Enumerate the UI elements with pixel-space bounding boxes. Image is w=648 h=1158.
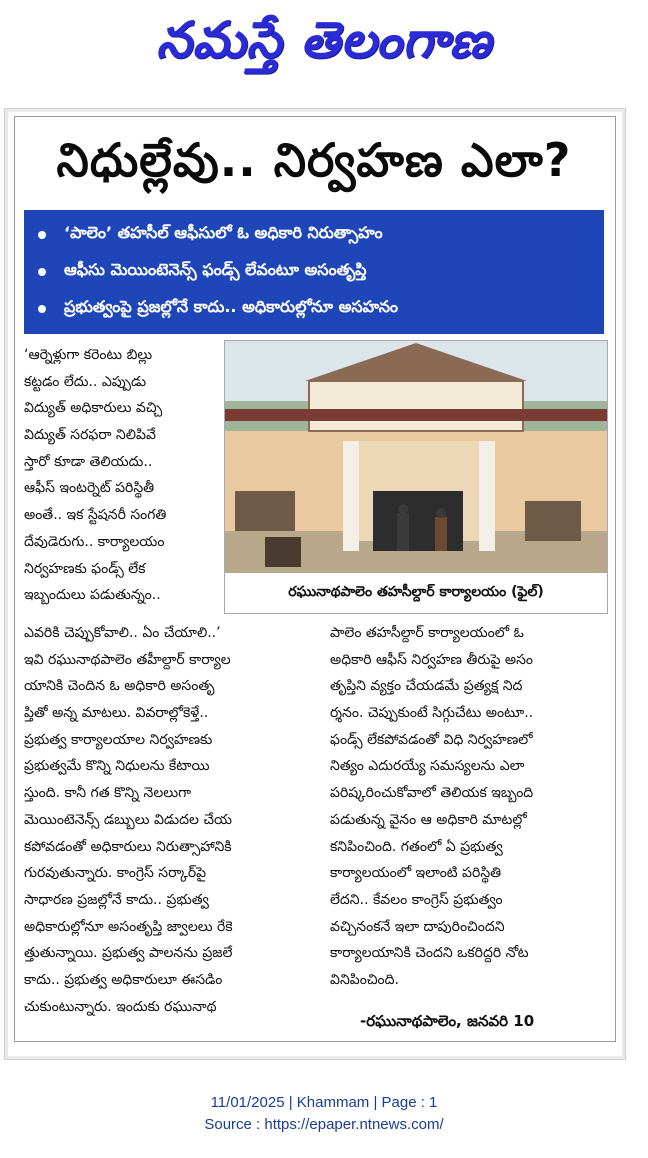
body-line: పడుతున్న వైనం ఆ అధికారి మాటల్లో <box>330 811 527 828</box>
body-line: కట్టడం లేదు.. ఎప్పుడు <box>24 373 147 390</box>
body-line: పాలెం తహసీల్దార్ కార్యాలయంలో ఓ <box>330 625 524 641</box>
body-line: నిర్వహణకు ఫండ్స్ లేక <box>24 560 146 577</box>
office-photo <box>224 340 608 614</box>
masthead-title: నమస్తే తెలంగాణ <box>156 10 492 69</box>
body-line: ఇవి రఘునాథపాలెం తహీల్దార్ కార్యాల <box>24 651 231 668</box>
body-line: కార్యాలయంలో ఇలాంటి పరిస్థితి <box>330 865 502 882</box>
highlight-text: ప్రభుత్వంపై ప్రజల్లోనే కాదు.. అధికారుల్లోనూ అసహనం <box>64 297 399 316</box>
masthead <box>0 0 648 92</box>
body-line: స్తారో కూడా తెలియదు.. <box>24 453 153 470</box>
highlight-item <box>34 290 594 327</box>
body-line: విద్యుత్ అధికారులు వచ్చి <box>24 400 163 417</box>
photo-caption: రఘునాథపాలెం తహసీల్దార్ కార్యాలయం (ఫైల్) <box>225 573 607 613</box>
body-line: ఇబ్బందులు పడుతున్నం.. <box>24 587 161 604</box>
body-line: ర్శనం. చెప్పుకుంటే సిగ్గుచేటు అంటూ.. <box>330 705 534 722</box>
highlight-text: ఆఫీసు మెయింటెనెన్స్ ఫండ్స్ లేవంటూ అసంతృప్తి <box>64 260 367 279</box>
office-building-image <box>225 341 607 573</box>
body-column-left-bottom <box>24 620 314 1020</box>
body-line: వినిపించింది. <box>330 971 399 988</box>
body-column-right <box>330 620 608 994</box>
body-line: కనిపించింది. గతంలో ఏ ప్రభుత్వ <box>330 838 503 855</box>
body-line: చుకుంటున్నారు. ఇందుకు రఘునాథ <box>24 998 217 1015</box>
body-line: నిత్యం ఎదురయ్యే సమస్యలను ఎలా <box>330 758 525 775</box>
highlight-item <box>34 216 594 253</box>
body-line: అధికారి ఆఫీస్ నిర్వహణ తీరుపై అసం <box>330 651 534 668</box>
highlight-item <box>34 253 594 290</box>
highlight-text: ‘పాలెం’ తహసీల్ ఆఫీసులో ఓ అధికారి నిరుత్సాహం <box>64 223 383 242</box>
page-footer <box>0 1092 648 1136</box>
bullet-icon <box>38 231 46 239</box>
highlights-box <box>24 210 604 334</box>
body-line: కార్యాలయానికి చెందని ఒకరిద్దరి నోట <box>330 945 529 962</box>
body-column-left-top <box>24 342 220 609</box>
body-line: ‘ఆర్నెళ్లుగా కరెంటు బిల్లు <box>24 347 153 363</box>
body-line: కపోవడంతో అధికారులు నిరుత్సాహానికి <box>24 838 232 855</box>
body-line: సాధారణ ప్రజల్లోనే కాదు.. ప్రభుత్వ <box>24 891 209 908</box>
body-line: లేదని.. కేవలం కాంగ్రెస్ ప్రభుత్వం <box>330 891 503 908</box>
edition-info: 11/01/2025 | Khammam | Page : 1 <box>210 1094 438 1111</box>
body-line: ఫండ్స్ లేకపోవడంతో విధి నిర్వహణలో <box>330 731 533 748</box>
body-line: ప్తితో అన్న మాటలు. వివరాల్లోకెళ్తే.. <box>24 705 209 722</box>
body-line: విద్యుత్ సరఫరా నిలిపివే <box>24 427 156 444</box>
body-line: మెయింటెనెన్స్ డబ్బులు విడుదల చేయ <box>24 811 233 828</box>
body-line: అంతే.. ఇక స్టేషనరీ సంగతి <box>24 507 167 524</box>
body-line: దేవుడెరుగు.. కార్యాలయం <box>24 533 165 550</box>
body-line: యానికి చెందిన ఓ అధికారి అసంతృ <box>24 678 215 695</box>
body-line: ఎవరికి చెప్పుకోవాలి.. ఏం చేయాలి..’ <box>24 625 221 641</box>
body-line: అధికారుల్లోనూ అసంతృప్తి జ్వాలలు రేకె <box>24 918 233 935</box>
body-line: స్తుంది. కానీ గత కొన్ని నెలలుగా <box>24 785 191 802</box>
body-line: పరిష్కరించుకోవాలో తెలియక ఇబ్బంది <box>330 785 534 802</box>
body-line: త్తుతున్నాయి. ప్రభుత్వ పాలనను ప్రజలే <box>24 945 233 962</box>
bullet-icon <box>38 305 46 313</box>
body-line: కాదు.. ప్రభుత్వ అధికారులూ ఈసడిం <box>24 971 223 988</box>
source-link[interactable]: Source : https://epaper.ntnews.com/ <box>204 1116 444 1133</box>
body-line: గురవుతున్నారు. కాంగ్రెస్ సర్కార్‌పై <box>24 865 207 882</box>
body-line: వచ్చినంకనే ఇలా దాపురించిందని <box>330 918 505 935</box>
body-line: ప్రభుత్వమే కొన్ని నిధులను కేటాయి <box>24 758 210 775</box>
body-line: తృప్తిని వ్యక్తం చేయడమే ప్రత్యక్ష నిద <box>330 678 523 695</box>
bullet-icon <box>38 268 46 276</box>
body-line: ప్రభుత్వ కార్యాలయాల నిర్వహణకు <box>24 731 213 748</box>
article-headline: నిధుల్లేవు.. నిర్వహణ ఎలా? <box>56 133 572 187</box>
body-line: ఆఫీస్ ఇంటర్నెట్ పరిస్థితీ <box>24 480 155 497</box>
dateline: -రఘునాథపాలెం, జనవరి 10 <box>360 1012 535 1030</box>
